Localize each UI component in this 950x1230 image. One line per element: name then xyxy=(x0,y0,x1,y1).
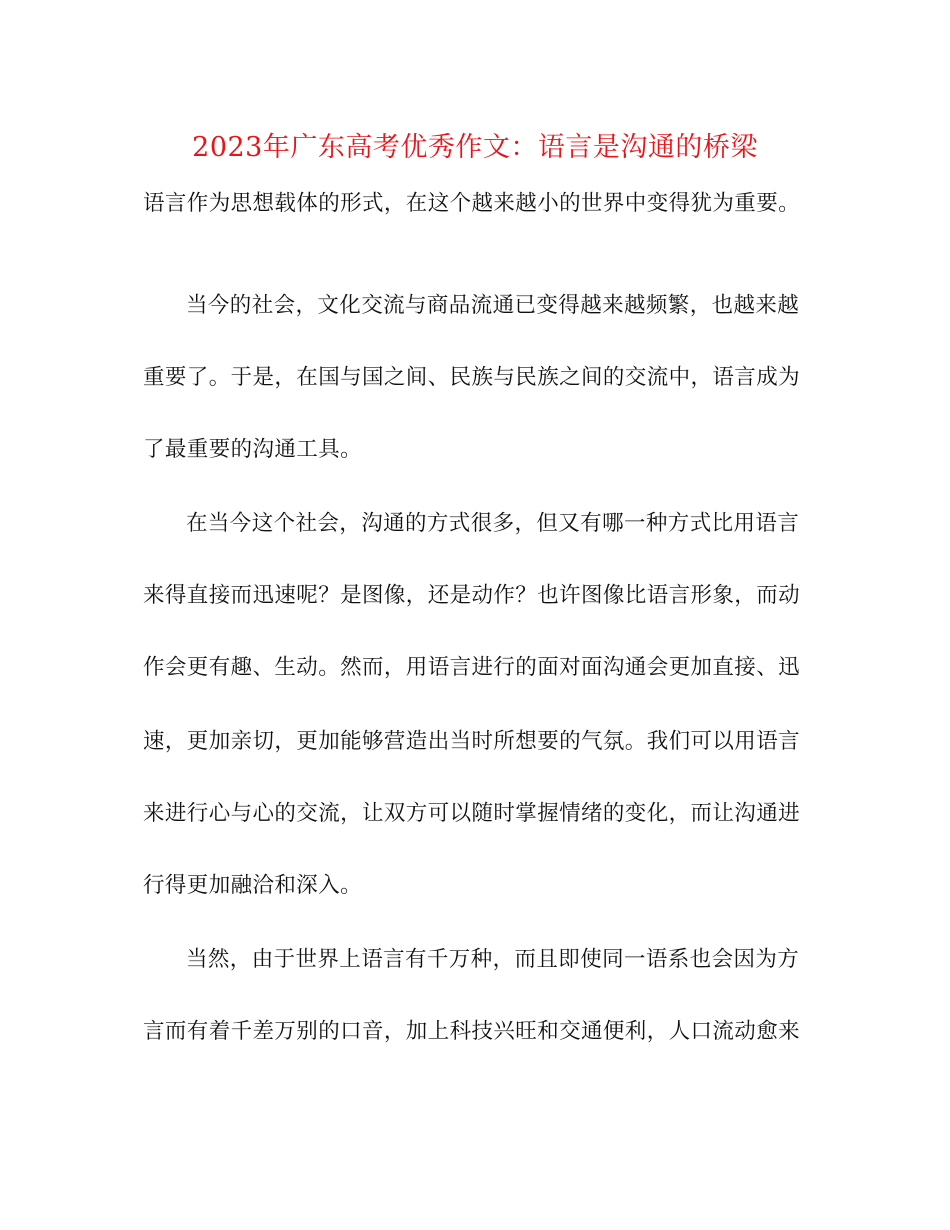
paragraph-line: 来进行心与心的交流，让双方可以随时掌握情绪的变化，而让沟通进 xyxy=(143,801,801,826)
paragraph-line: 言而有着千差万别的口音，加上科技兴旺和交通便利，人口流动愈来 xyxy=(143,1019,801,1044)
paragraph-line: 作会更有趣、生动。然而，用语言进行的面对面沟通会更加直接、迅 xyxy=(143,655,801,680)
paragraph-line: 来得直接而迅速呢？是图像，还是动作？也许图像比语言形象，而动 xyxy=(143,583,801,608)
paragraph-line: 了最重要的沟通工具。 xyxy=(143,437,363,462)
paragraph-line: 当然，由于世界上语言有千万种，而且即使同一语系也会因为方 xyxy=(186,947,800,972)
paragraph-line: 重要了。于是，在国与国之间、民族与民族之间的交流中，语言成为 xyxy=(143,365,801,390)
paragraph-line: 行得更加融洽和深入。 xyxy=(143,873,363,898)
paragraph-line: 语言作为思想载体的形式，在这个越来越小的世界中变得犹为重要。 xyxy=(143,191,801,216)
document-title: 2023年广东高考优秀作文：语言是沟通的桥梁 xyxy=(192,132,758,163)
paragraph-line: 速，更加亲切，更加能够营造出当时所想要的气氛。我们可以用语言 xyxy=(143,729,801,754)
paragraph-line: 在当今这个社会，沟通的方式很多，但又有哪一种方式比用语言 xyxy=(186,511,800,536)
paragraph-line: 当今的社会，文化交流与商品流通已变得越来越频繁，也越来越 xyxy=(186,293,800,318)
